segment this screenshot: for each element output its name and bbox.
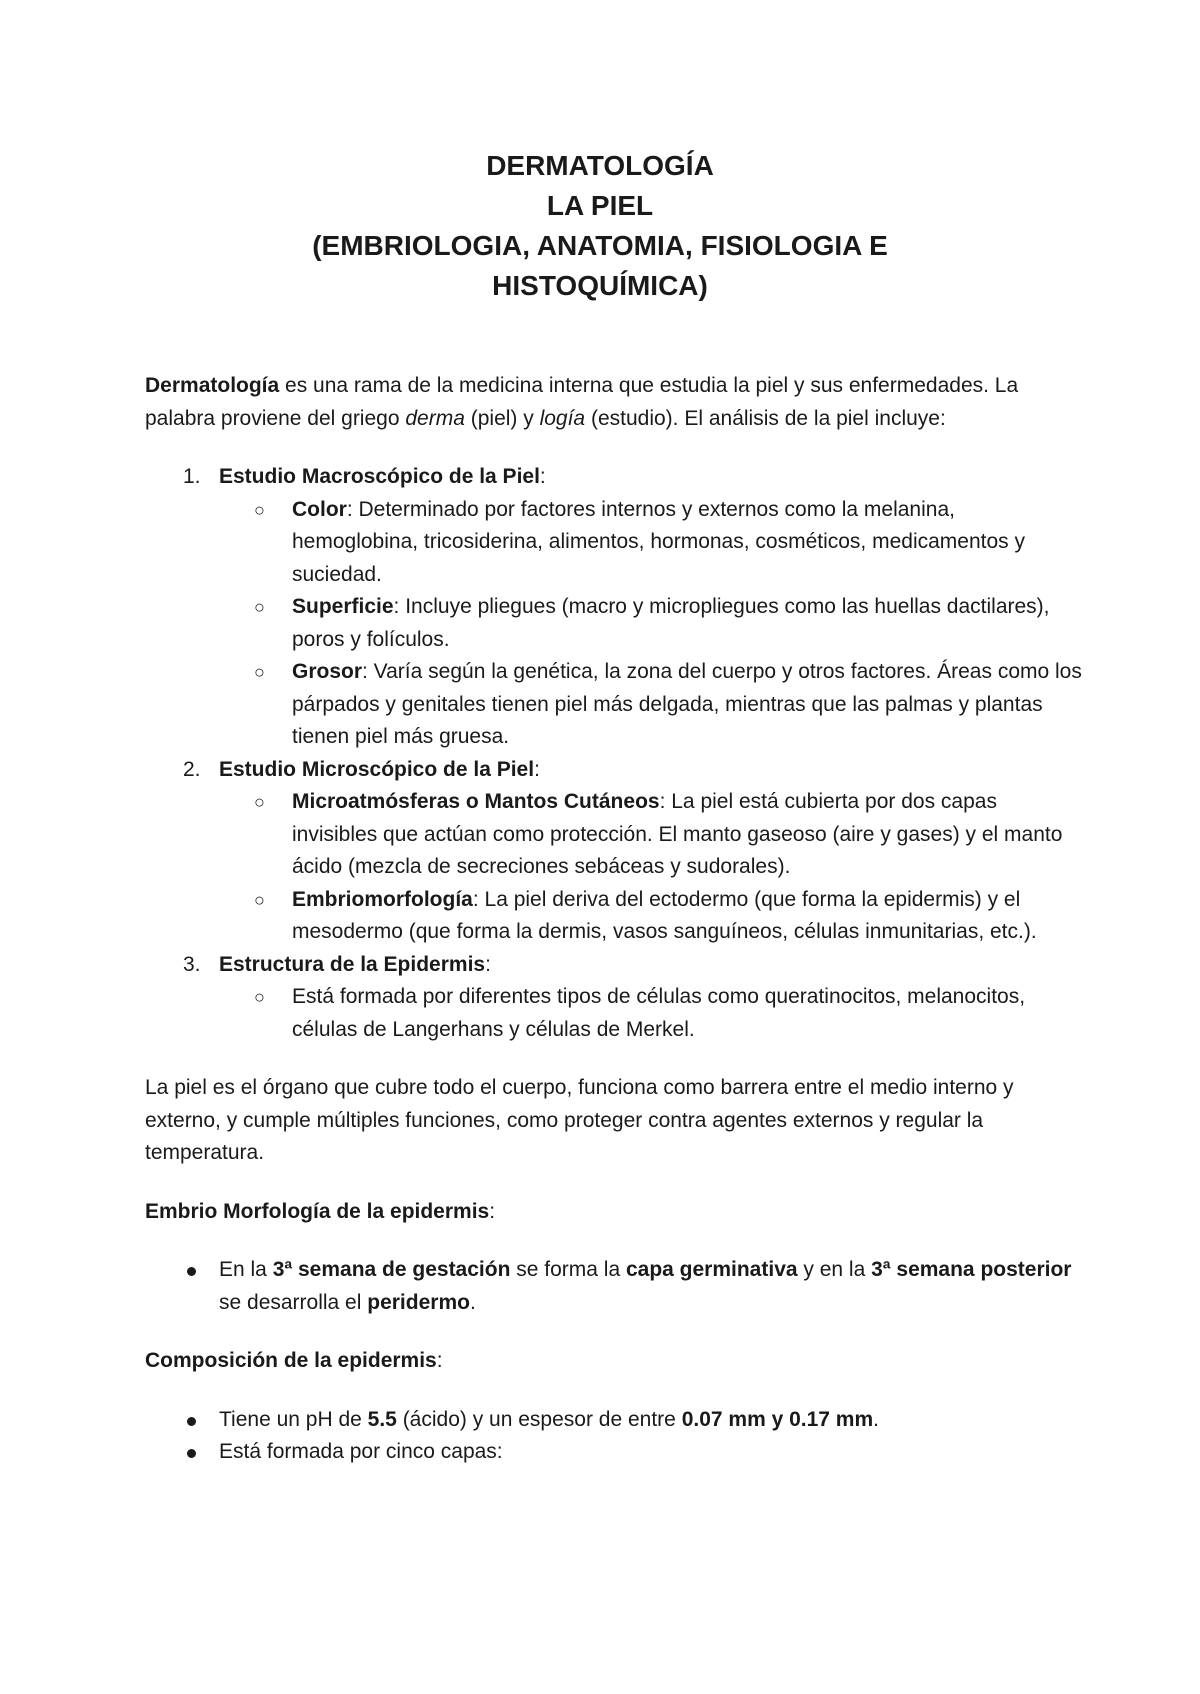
composicion-heading-text: Composición de la epidermis bbox=[145, 1349, 437, 1372]
document-body bbox=[145, 370, 1085, 1469]
sub-term: Microatmósferas o Mantos Cutáneos bbox=[292, 790, 660, 813]
embrio-text: se forma la bbox=[510, 1258, 626, 1281]
sub-term: Superficie bbox=[292, 595, 394, 618]
circle-bullet-icon: ○ bbox=[254, 987, 265, 1007]
list-number: 2. bbox=[183, 757, 201, 781]
circle-bullet-icon: ○ bbox=[254, 889, 265, 910]
embrio-bold: capa germinativa bbox=[625, 1258, 798, 1281]
composicion-list bbox=[145, 1404, 1085, 1469]
sub-text: : Varía según la genética, la zona del cuerpo y otros factores. Áreas como los párpados y genitales tienen piel más delgada, mientras que las palmas y plantas tienen piel más gruesa. bbox=[292, 660, 1082, 748]
composicion-bold: 5.5 bbox=[367, 1407, 397, 1431]
title-line-3: (EMBRIOLOGIA, ANATOMIA, FISIOLOGIA E bbox=[312, 230, 888, 261]
title-line-4: HISTOQUÍMICA) bbox=[492, 270, 708, 301]
sub-text: : Incluye pliegues (macro y micropliegues como las huellas dactilares), poros y folículos. bbox=[292, 595, 1050, 651]
sub-term: Grosor bbox=[292, 660, 363, 683]
circle-bullet-icon: ○ bbox=[254, 792, 265, 812]
list-heading: Estructura de la Epidermis bbox=[219, 952, 486, 976]
composicion-bold: 0.07 mm y 0.17 mm bbox=[681, 1407, 874, 1431]
list-item bbox=[145, 1404, 1085, 1437]
intro-logia: logía bbox=[539, 406, 586, 430]
embrio-heading-text: Embrio Morfología de la epidermis bbox=[145, 1199, 490, 1223]
composicion-heading-colon: : bbox=[436, 1349, 443, 1372]
bullet-icon bbox=[187, 1449, 196, 1458]
intro-paragraph bbox=[145, 370, 1085, 435]
sub-term: Color bbox=[292, 497, 347, 521]
list-item bbox=[145, 1254, 1085, 1319]
intro-text: (piel) y bbox=[464, 406, 540, 430]
skin-paragraph: La piel es el órgano que cubre todo el cuerpo, funciona como barrera entre el medio interno y externo, y cumple múltiples funciones, como proteger contra agentes externos y regular la temperatura. bbox=[145, 1076, 1014, 1164]
list-item bbox=[145, 754, 1085, 787]
list-colon: : bbox=[485, 952, 491, 976]
list-colon: : bbox=[534, 757, 540, 781]
composicion-text: . bbox=[873, 1407, 879, 1431]
sub-item bbox=[145, 591, 1085, 656]
list-heading: Estudio Macroscópico de la Piel bbox=[219, 465, 540, 488]
numbered-list bbox=[145, 461, 1085, 1046]
bullet-icon bbox=[187, 1267, 196, 1276]
composicion-heading bbox=[145, 1345, 1085, 1378]
list-heading: Estudio Microscópico de la Piel bbox=[219, 757, 535, 781]
circle-bullet-icon: ○ bbox=[254, 662, 265, 682]
list-number: 3. bbox=[183, 952, 201, 976]
intro-derma: derma bbox=[405, 406, 465, 430]
embrio-text: y en la bbox=[797, 1258, 872, 1281]
title-line-1: DERMATOLOGÍA bbox=[486, 150, 714, 181]
sub-text: : La piel está cubierta por dos capas invisibles que actúan como protección. El manto gaseoso (aire y gases) y el manto ácido (mezcla de secreciones sebáceas y sudorales). bbox=[292, 790, 1063, 878]
sub-text: Está formada por diferentes tipos de células como queratinocitos, melanocitos, células de Langerhans y células de Merkel. bbox=[292, 985, 1026, 1041]
list-number: 1. bbox=[183, 465, 201, 488]
list-item bbox=[145, 1436, 1085, 1469]
circle-bullet-icon: ○ bbox=[254, 499, 265, 520]
embrio-bold: 3ª semana de gestación bbox=[272, 1258, 511, 1281]
title-line-2: LA PIEL bbox=[546, 190, 654, 221]
list-colon: : bbox=[539, 465, 546, 488]
embrio-text: En la bbox=[219, 1258, 273, 1281]
embrio-bold: 3ª semana posterior bbox=[871, 1258, 1072, 1281]
sub-item bbox=[145, 884, 1085, 949]
composicion-text: Tiene un pH de bbox=[219, 1407, 368, 1431]
sub-item bbox=[145, 494, 1085, 592]
circle-bullet-icon: ○ bbox=[254, 597, 265, 617]
sub-item bbox=[145, 981, 1085, 1046]
list-item bbox=[145, 949, 1085, 982]
embrio-list bbox=[145, 1254, 1085, 1319]
embrio-text: . bbox=[469, 1290, 476, 1314]
sub-text: : Determinado por factores internos y externos como la melanina, hemoglobina, tricosiderina, alimentos, hormonas, cosméticos, medicamentos y suciedad. bbox=[292, 497, 1026, 586]
composicion-text: (ácido) y un espesor de entre bbox=[396, 1407, 682, 1431]
document-title bbox=[0, 146, 1200, 306]
sub-item bbox=[145, 786, 1085, 884]
embrio-bold: peridermo bbox=[367, 1290, 470, 1314]
embrio-text: se desarrolla el bbox=[219, 1290, 368, 1314]
bullet-icon bbox=[187, 1417, 196, 1426]
sub-term: Embriomorfología bbox=[292, 887, 473, 911]
intro-text: es una rama de la medicina interna que estudia la piel y sus enfermedades. La palabra proviene del griego bbox=[145, 374, 1019, 430]
sub-item bbox=[145, 656, 1085, 754]
embrio-heading bbox=[145, 1196, 1085, 1229]
list-item bbox=[145, 461, 1085, 494]
sub-text: : La piel deriva del ectodermo (que forma la epidermis) y el mesodermo (que forma la dermis, vasos sanguíneos, células inmunitarias, etc.). bbox=[292, 887, 1037, 943]
composicion-text: Está formada por cinco capas: bbox=[219, 1440, 503, 1463]
intro-term: Dermatología bbox=[145, 374, 280, 397]
embrio-heading-colon: : bbox=[489, 1199, 496, 1223]
intro-text: (estudio). El análisis de la piel incluye: bbox=[585, 406, 946, 430]
